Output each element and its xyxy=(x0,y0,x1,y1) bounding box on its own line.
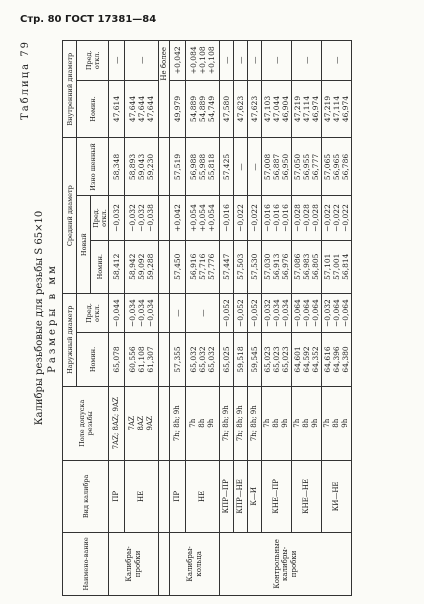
gauge-table xyxy=(62,40,352,596)
outer-nom-line: 65,032 xyxy=(189,346,198,373)
mid-worn-line: 57,008 xyxy=(263,153,272,181)
inner-dev-cell: — xyxy=(262,41,292,81)
mid-worn-line: 56,786 xyxy=(341,153,350,181)
not-more-note: Не более xyxy=(159,41,170,139)
mid-dev-cell: −0,022 xyxy=(234,196,248,240)
mid-nom-line: 56,913 xyxy=(272,253,281,280)
tol-cell: 7h; 8h; 9h xyxy=(234,386,248,460)
outer-nom-line: 64,601 xyxy=(293,346,302,373)
outer-nom-cell: 59,518 xyxy=(234,333,248,386)
mid-dev-line: −0,028 xyxy=(293,204,302,232)
outer-dev-line: −0,034 xyxy=(137,299,146,327)
mid-nom-line: 56,805 xyxy=(311,253,320,280)
table-title: Калибры резьбовые для резьбы S 65×10 xyxy=(34,210,45,426)
tol-line: 8h xyxy=(302,418,310,428)
kind-cell: КПР—ПР xyxy=(220,460,234,532)
inner-nom-line: 47,644 xyxy=(128,95,137,123)
outer-dev-cell: — xyxy=(186,293,220,332)
inner-dev-cell: — xyxy=(125,41,159,81)
outer-dev-line: −0,034 xyxy=(146,299,155,327)
tol-cell: 7h; 8h; 9h xyxy=(220,386,234,460)
mid-worn-line: 56,887 xyxy=(272,153,281,181)
mid-worn-cell: 58,348 xyxy=(109,138,125,196)
outer-nom-cell: 65,025 xyxy=(220,333,234,386)
kind-cell: КНЕ—ПР xyxy=(262,460,292,532)
mid-worn-line: 56,965 xyxy=(332,153,341,181)
mid-dev-line: −0,038 xyxy=(146,204,155,232)
mid-nom-cell: 57,450 xyxy=(170,240,186,293)
mid-nom-line: 59,092 xyxy=(137,253,146,280)
tol-cell: 7h; 8h; 9h xyxy=(170,386,186,460)
mid-nom-line: 57,101 xyxy=(323,253,332,280)
inner-nom-line: 47,114 xyxy=(302,95,311,123)
inner-dev-line: +0,084 xyxy=(189,46,198,75)
col-inner: Внутренний диаметр xyxy=(63,41,77,139)
mid-worn-cell: 57,519 xyxy=(170,138,186,196)
kind-cell: ПР xyxy=(170,460,186,532)
inner-dev-cell: — xyxy=(248,41,262,81)
outer-nom-line: 61,307 xyxy=(146,346,155,373)
tol-line: 9h xyxy=(311,418,319,428)
mid-worn-cell: — xyxy=(234,138,248,196)
mid-nom-cell: 58,412 xyxy=(109,240,125,293)
col-mid-dev: Пред. откл. xyxy=(91,196,109,240)
outer-nom-line: 64,396 xyxy=(332,346,341,373)
outer-dev-cell: −0,052 xyxy=(234,293,248,332)
outer-dev-line: −0,064 xyxy=(341,299,350,327)
group-control: Контрольные калибры-пробки xyxy=(220,532,352,595)
inner-dev-cell: — xyxy=(234,41,248,81)
kind-cell: К—И xyxy=(248,460,262,532)
kind-cell: КИ—НЕ xyxy=(322,460,352,532)
mid-dev-line: −0,028 xyxy=(302,204,311,232)
tol-line: 9h xyxy=(341,418,349,428)
mid-dev-line: −0,016 xyxy=(263,204,272,232)
mid-nom-line: 57,776 xyxy=(207,253,216,280)
inner-nom-line: 47,219 xyxy=(293,95,302,123)
col-mid-worn: Изно шенный xyxy=(77,138,109,196)
tol-cell: 7AZ; 8AZ; 9AZ xyxy=(109,386,125,460)
inner-dev-line: +0,108 xyxy=(198,46,207,75)
inner-nom-cell: 49,979 xyxy=(170,80,186,138)
tol-line: 8AZ xyxy=(137,416,145,431)
inner-dev-cell: — xyxy=(109,41,125,81)
mid-worn-line: 57,065 xyxy=(323,153,332,181)
outer-nom-line: 65,023 xyxy=(263,346,272,373)
mid-dev-line: −0,016 xyxy=(281,204,290,232)
mid-dev-line: −0,032 xyxy=(137,204,146,232)
tol-cell: 7h; 8h; 9h xyxy=(248,386,262,460)
inner-nom-cell: 47,580 xyxy=(220,80,234,138)
mid-worn-cell: — xyxy=(248,138,262,196)
inner-nom-line: 46,974 xyxy=(341,95,350,123)
outer-dev-line: −0,032 xyxy=(323,299,332,327)
group-rings: Калибры-кольца xyxy=(170,532,220,595)
col-mid-new: Новый xyxy=(77,196,91,293)
tol-line: 9h xyxy=(281,418,289,428)
mid-worn-line: 55,818 xyxy=(207,153,216,181)
mid-worn-line: 55,988 xyxy=(198,153,207,181)
outer-dev-line: −0,064 xyxy=(302,299,311,327)
outer-dev-cell: — xyxy=(170,293,186,332)
tol-line: 7h xyxy=(293,418,301,428)
mid-worn-line: 56,950 xyxy=(281,153,290,181)
inner-nom-line: 46,974 xyxy=(311,95,320,123)
mid-worn-line: 58,893 xyxy=(128,153,137,181)
mid-dev-line: −0,032 xyxy=(128,204,137,232)
outer-dev-cell: −0,052 xyxy=(248,293,262,332)
inner-nom-cell: 47,614 xyxy=(109,80,125,138)
group-plugs: Калибры-пробки xyxy=(109,532,159,595)
mid-nom-line: 56,976 xyxy=(281,253,290,280)
col-tol: Поле допуска резьбы xyxy=(63,386,109,460)
col-inner-nom: Номин. xyxy=(77,80,109,138)
mid-dev-cell: −0,016 xyxy=(220,196,234,240)
inner-nom-line: 47,044 xyxy=(272,95,281,123)
kind-cell: КНЕ—НЕ xyxy=(292,460,322,532)
outer-nom-line: 61,108 xyxy=(137,346,146,373)
outer-dev-line: −0,032 xyxy=(263,299,272,327)
tol-line: 8h xyxy=(272,418,280,428)
outer-nom-cell: 57,355 xyxy=(170,333,186,386)
mid-worn-line: 59,230 xyxy=(146,153,155,181)
col-mid: Средний диаметр xyxy=(63,138,77,293)
mid-worn-line: 57,050 xyxy=(293,153,302,181)
inner-dev-cell: — xyxy=(322,41,352,81)
mid-dev-line: +0,054 xyxy=(198,204,207,232)
inner-nom-cell: 47,623 xyxy=(248,80,262,138)
tol-line: 7h xyxy=(263,418,271,428)
outer-dev-line: −0,064 xyxy=(332,299,341,327)
kind-cell: КПР—НЕ xyxy=(234,460,248,532)
outer-nom-cell: 59,545 xyxy=(248,333,262,386)
tol-line: 7h xyxy=(189,418,197,428)
col-outer-dev: Пред. откл. xyxy=(77,293,109,332)
mid-nom-line: 57,001 xyxy=(332,253,341,280)
mid-nom-cell: 57,503 xyxy=(234,240,248,293)
page-header: Стр. 80 ГОСТ 17381—84 xyxy=(20,14,157,25)
mid-worn-line: 56,955 xyxy=(302,153,311,181)
table-units: Размеры в мм xyxy=(47,263,58,373)
mid-worn-line: 56,777 xyxy=(311,153,320,181)
inner-dev-cell: — xyxy=(292,41,322,81)
outer-nom-cell: 65,078 xyxy=(109,333,125,386)
mid-nom-line: 56,814 xyxy=(341,253,350,280)
mid-dev-cell: −0,022 xyxy=(248,196,262,240)
outer-dev-line: −0,034 xyxy=(272,299,281,327)
mid-worn-line: 56,988 xyxy=(189,153,198,181)
col-kind: Вид калибра xyxy=(63,460,109,532)
outer-nom-line: 60,556 xyxy=(128,346,137,373)
table-number: Таблица 79 xyxy=(20,40,31,120)
inner-nom-line: 47,114 xyxy=(332,95,341,123)
col-outer: Наружный диаметр xyxy=(63,293,77,386)
inner-nom-line: 54,889 xyxy=(198,95,207,123)
tol-line: 7h xyxy=(323,418,331,428)
inner-nom-line: 47,219 xyxy=(323,95,332,123)
mid-nom-line: 58,942 xyxy=(128,253,137,280)
inner-dev-cell: — xyxy=(220,41,234,81)
mid-dev-line: −0,022 xyxy=(332,204,341,232)
rotated-table-page xyxy=(20,40,424,596)
mid-nom-cell: 57,530 xyxy=(248,240,262,293)
inner-nom-line: 54,889 xyxy=(189,95,198,123)
outer-nom-line: 64,592 xyxy=(302,346,311,373)
inner-nom-line: 47,644 xyxy=(146,95,155,123)
outer-dev-line: −0,034 xyxy=(128,299,137,327)
inner-nom-line: 47,103 xyxy=(263,95,272,123)
col-outer-nom: Номин. xyxy=(77,333,109,386)
outer-nom-line: 64,616 xyxy=(323,346,332,373)
mid-dev-line: −0,022 xyxy=(323,204,332,232)
outer-dev-cell: −0,052 xyxy=(220,293,234,332)
mid-dev-line: −0,028 xyxy=(311,204,320,232)
mid-dev-cell: −0,032 xyxy=(109,196,125,240)
tol-line: 7AZ xyxy=(128,416,136,431)
outer-nom-line: 65,032 xyxy=(207,346,216,373)
mid-dev-line: +0,054 xyxy=(207,204,216,232)
outer-dev-line: −0,034 xyxy=(281,299,290,327)
mid-dev-line: −0,022 xyxy=(341,204,350,232)
outer-dev-line: −0,064 xyxy=(293,299,302,327)
mid-dev-cell: +0,042 xyxy=(170,196,186,240)
kind-cell: ПР xyxy=(109,460,125,532)
outer-dev-cell: −0,044 xyxy=(109,293,125,332)
mid-dev-line: −0,016 xyxy=(272,204,281,232)
mid-nom-line: 57,086 xyxy=(293,253,302,280)
inner-nom-line: 47,644 xyxy=(137,95,146,123)
mid-nom-line: 59,288 xyxy=(146,253,155,280)
inner-nom-cell: 47,623 xyxy=(234,80,248,138)
inner-dev-line: +0,108 xyxy=(207,46,216,75)
tol-line: 9AZ xyxy=(146,416,154,431)
mid-nom-line: 56,983 xyxy=(302,253,311,280)
mid-dev-line: +0,054 xyxy=(189,204,198,232)
mid-nom-line: 57,030 xyxy=(263,253,272,280)
inner-nom-line: 46,904 xyxy=(281,95,290,123)
mid-worn-line: 59,043 xyxy=(137,153,146,181)
inner-dev-cell: +0,042 xyxy=(170,41,186,81)
outer-nom-line: 65,023 xyxy=(281,346,290,373)
outer-dev-line: −0,064 xyxy=(311,299,320,327)
col-inner-dev: Пред. откл. xyxy=(77,41,109,81)
inner-nom-line: 54,749 xyxy=(207,95,216,123)
col-name: Наимено-вание xyxy=(63,532,109,595)
outer-nom-line: 65,032 xyxy=(198,346,207,373)
outer-nom-line: 64,352 xyxy=(311,346,320,373)
mid-nom-cell: 57,447 xyxy=(220,240,234,293)
tol-line: 8h xyxy=(198,418,206,428)
outer-nom-line: 64,380 xyxy=(341,346,350,373)
mid-worn-cell: 57,425 xyxy=(220,138,234,196)
mid-nom-line: 56,916 xyxy=(189,253,198,280)
mid-nom-line: 57,716 xyxy=(198,253,207,280)
tol-line: 8h xyxy=(332,418,340,428)
kind-cell: НЕ xyxy=(125,460,159,532)
tol-line: 9h xyxy=(207,418,215,428)
kind-cell: НЕ xyxy=(186,460,220,532)
outer-nom-line: 65,023 xyxy=(272,346,281,373)
col-mid-nom: Номин. xyxy=(91,240,109,293)
